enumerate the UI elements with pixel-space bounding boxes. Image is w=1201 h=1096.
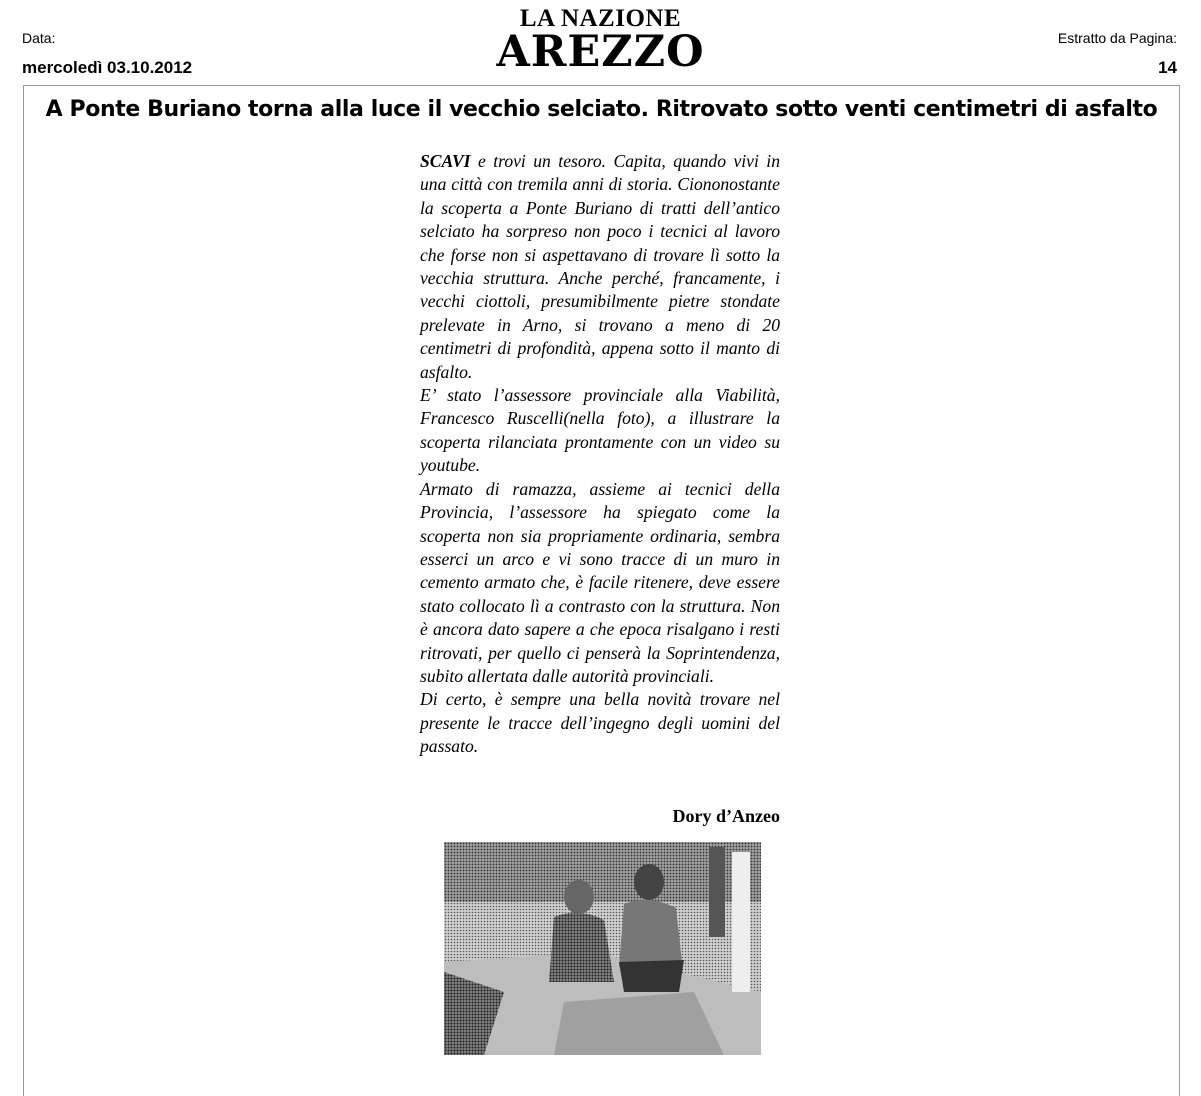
article-headline: A Ponte Buriano torna alla luce il vecchio selciato. Ritrovato sotto venti centimetri di asfalto xyxy=(45,97,1158,122)
paragraph-text: e trovi un tesoro. Capita, quando vivi in una città con tremila anni di storia. Ciononostante la scoperta a Ponte Buriano di tratti dell’antico selciato ha sorpreso non poco i tecnici al lavoro che forse non si aspettavano di trovare lì sotto la vecchia struttura. Anche perché, francamente, i vecchi ciottoli, presumibilmente pietre stondate prelevate in Arno, si trovano a meno di 20 centimetri di profondità, appena sotto il manto di asfalto. xyxy=(420,151,780,382)
date-label: Data: xyxy=(22,30,56,46)
article-paragraph xyxy=(420,150,780,384)
article-paragraph: Di certo, è sempre una bella novità trovare nel presente le tracce dell’ingegno degli uomini del passato. xyxy=(420,689,780,757)
article-paragraph: E’ stato l’assessore provinciale alla Viabilità, Francesco Ruscelli(nella foto), a illustrare la scoperta rilanciata prontamente con un video su youtube. xyxy=(420,385,780,476)
masthead xyxy=(0,5,1201,77)
article-body xyxy=(420,150,780,759)
page-number: 14 xyxy=(1158,58,1177,77)
page-label: Estratto da Pagina: xyxy=(1057,30,1177,46)
byline: Dory d’Anzeo xyxy=(672,806,780,826)
article-photo xyxy=(444,842,761,1055)
page-block xyxy=(1058,30,1177,78)
date-value: mercoledì 03.10.2012 xyxy=(22,58,193,77)
photo-illustration xyxy=(444,842,761,1055)
article-frame xyxy=(23,85,1180,1096)
masthead-city: AREZZO xyxy=(496,27,705,77)
article-paragraph: Armato di ramazza, assieme ai tecnici della Provincia, l’assessore ha spiegato come la scoperta non sia propriamente ordinaria, sembra esserci un arco e vi sono tracce di un muro in cemento armato che, è facile ritenere, deve essere stato collocato lì a contrasto con la struttura. Non è ancora dato sapere a che epoca risalgano i resti ritrovati, per quello ci penserà la Soprintendenza, subito allertata dalle autorità provinciali. xyxy=(420,478,780,686)
lead-word: SCAVI xyxy=(420,151,471,171)
masthead-newspaper: LA NAZIONE xyxy=(519,5,682,32)
